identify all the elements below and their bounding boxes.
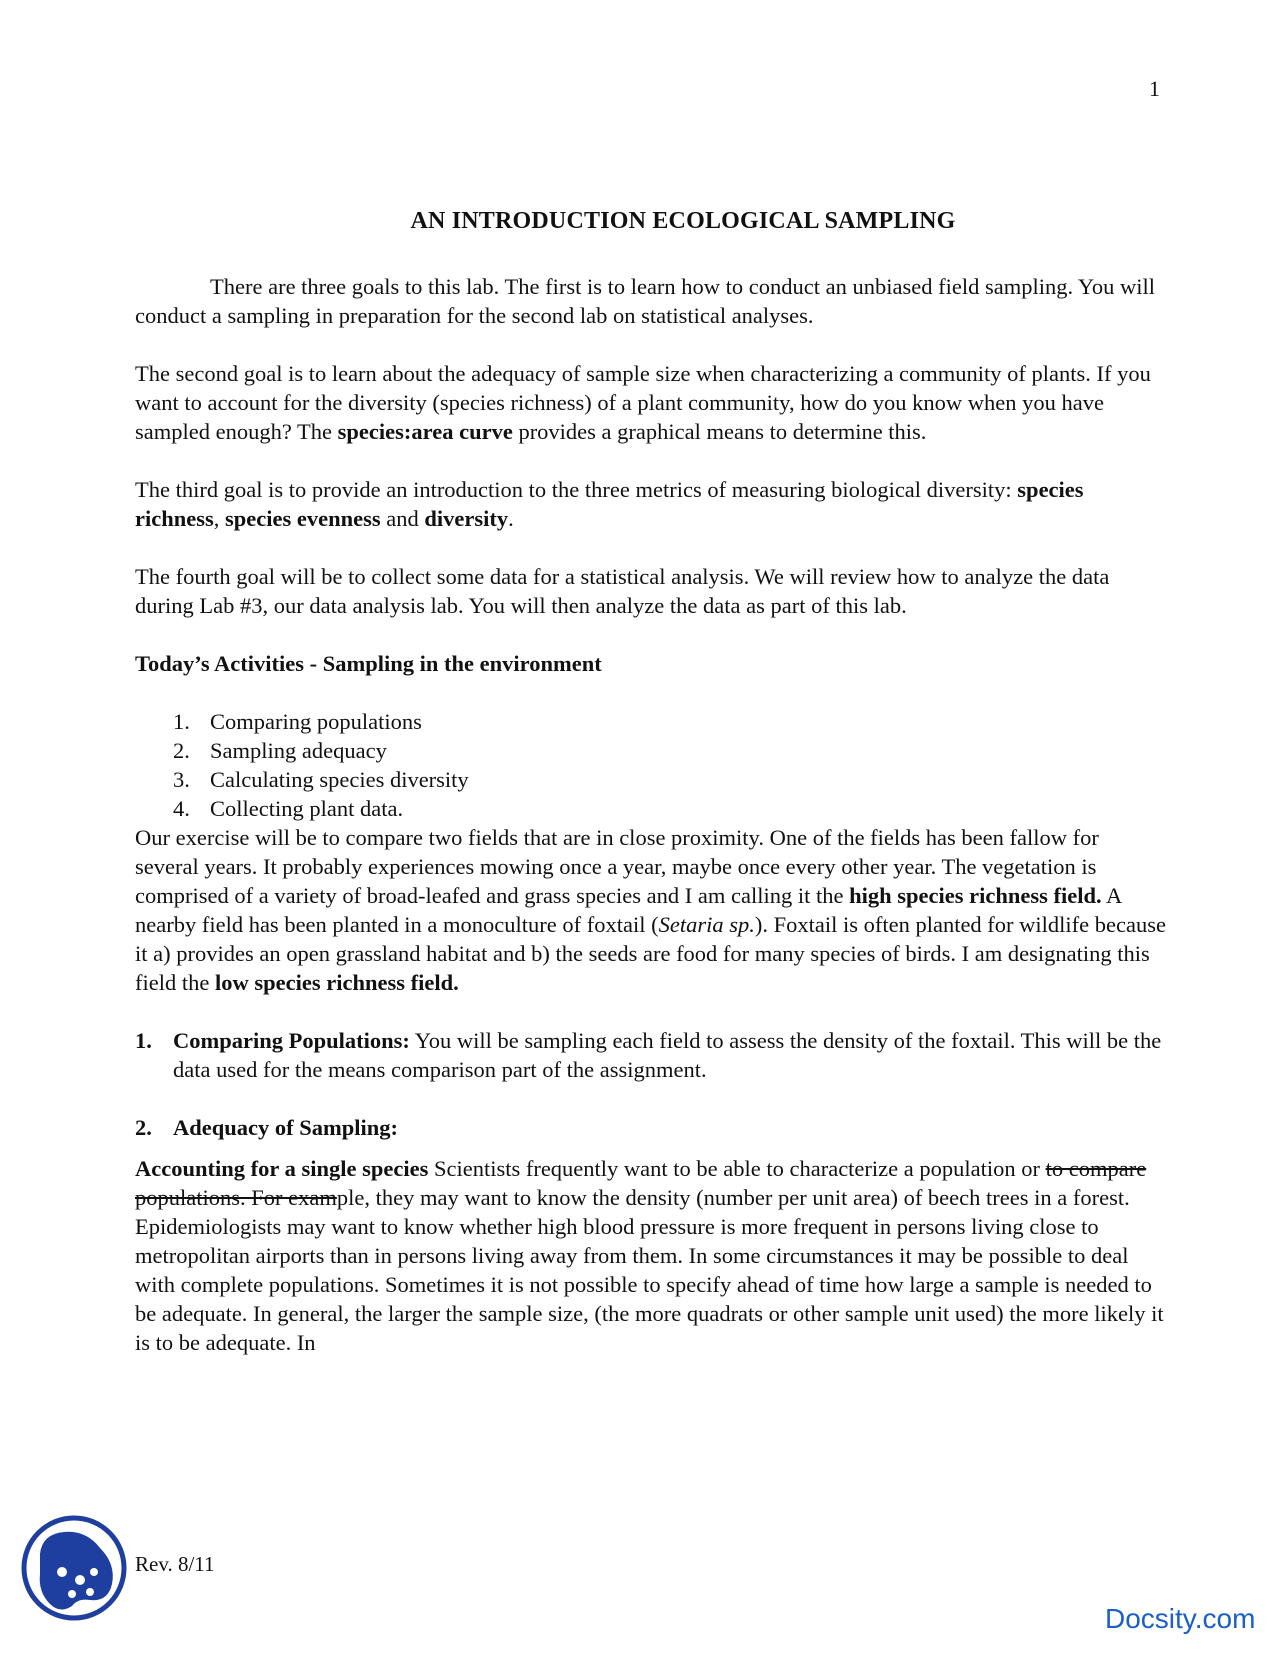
list-item xyxy=(135,765,1167,794)
list-item xyxy=(135,794,1167,823)
intro-paragraph-1: There are three goals to this lab. The first is to learn how to conduct an unbiased field sampling. You will conduct a sampling in preparation for the second lab on statistical analyses. xyxy=(135,274,1156,328)
docsity-brand-link[interactable]: Docsity.com xyxy=(1105,1603,1256,1634)
activities-heading: Today’s Activities - Sampling in the environment xyxy=(135,651,602,676)
exercise-text-a: Our exercise will be to compare two fields that are in close proximity. One of the fields has been fallow for several years. It probably experiences mowing once a year, maybe once every other year. The vegetation is comprised of a variety of broad-leafed and grass species and I am calling it the xyxy=(135,825,1099,908)
list-item-label: Comparing populations xyxy=(210,709,422,734)
exercise-text-c: A nearby field has been planted in a monoculture of foxtail ( xyxy=(135,883,1122,937)
intro-paragraph-2 xyxy=(135,359,1167,446)
subsection-heading: Accounting for a single species xyxy=(135,1156,429,1181)
low-richness-term: low species richness field. xyxy=(214,970,459,995)
p3-term-richness: species richness xyxy=(135,477,1084,531)
section-adequacy-of-sampling xyxy=(135,1113,1167,1142)
list-item-label: Calculating species diversity xyxy=(210,767,469,792)
list-item-number: 2. xyxy=(173,738,190,763)
list-item xyxy=(135,736,1167,765)
section-number: 1. xyxy=(135,1028,152,1053)
section-heading: Adequacy of Sampling: xyxy=(173,1115,399,1140)
p3-separator-1: , xyxy=(213,506,225,531)
p2-bold-term: species:area curve xyxy=(337,419,513,444)
revision-label: Rev. 8/11 xyxy=(135,1552,215,1576)
list-item-label: Sampling adequacy xyxy=(210,738,387,763)
section-heading: Comparing Populations: xyxy=(173,1028,410,1053)
page-title: AN INTRODUCTION ECOLOGICAL SAMPLING xyxy=(410,208,956,234)
document-body xyxy=(135,272,1167,1357)
list-item-label: Collecting plant data. xyxy=(210,796,404,821)
p2-text-start: The second goal is to learn about the adequacy of sample size when characterizing a community of plants. If you want to account for the diversity (species richness) of a plant community, how do you know when you have sampled enough? The xyxy=(135,361,1151,444)
exercise-text-e: ). Foxtail is often planted for wildlife because it a) provides an open grassland habitat and b) the seeds are food for many species of birds. I am designating this field the xyxy=(135,912,1166,995)
p3-end: . xyxy=(508,506,514,531)
single-species-paragraph xyxy=(135,1154,1167,1357)
p3-term-evenness: species evenness xyxy=(225,506,381,531)
page-number: 1 xyxy=(1149,76,1160,101)
section-number: 2. xyxy=(135,1115,152,1140)
list-item-number: 4. xyxy=(173,796,190,821)
docsity-logo-icon xyxy=(20,1514,128,1622)
intro-paragraph-3 xyxy=(135,475,1167,533)
paragraph-text-a: Scientists frequently want to be able to characterize a population or xyxy=(428,1156,1046,1181)
p3-term-diversity: diversity xyxy=(424,506,509,531)
section-text: You will be sampling each field to assess the density of the foxtail. This will be the data used for the means comparison part of the assignment. xyxy=(173,1028,1162,1082)
p3-text-start: The third goal is to provide an introduction to the three metrics of measuring biological diversity: xyxy=(135,477,1018,502)
p3-separator-2: and xyxy=(380,506,425,531)
p2-text-end: provides a graphical means to determine this. xyxy=(512,419,927,444)
struck-text: to compare populations. For exam xyxy=(135,1156,1147,1210)
species-name: Setaria sp. xyxy=(658,912,755,937)
intro-paragraph-4: The fourth goal will be to collect some data for a statistical analysis. We will review how to analyze the data during Lab #3, our data analysis lab. You will then analyze the data as part of this lab. xyxy=(135,564,1110,618)
activities-list xyxy=(135,707,1167,823)
paragraph-text-b: ple, they may want to know the density (number per unit area) of beech trees in a forest. Epidemiologists may want to know whether high blood pressure is more frequent in persons living close to metropolitan airports than in persons living away from them. In some circumstances it may be possible to deal with complete populations. Sometimes it is not possible to specify ahead of time how large a sample is needed to be adequate. In general, the larger the sample size, (the more quadrats or other sample unit used) the more likely it is to be adequate. In xyxy=(135,1185,1164,1355)
list-item-number: 3. xyxy=(173,767,190,792)
list-item-number: 1. xyxy=(173,709,190,734)
exercise-paragraph xyxy=(135,823,1167,997)
section-comparing-populations xyxy=(135,1026,1167,1084)
high-richness-term: high species richness field. xyxy=(849,883,1102,908)
list-item xyxy=(135,707,1167,736)
